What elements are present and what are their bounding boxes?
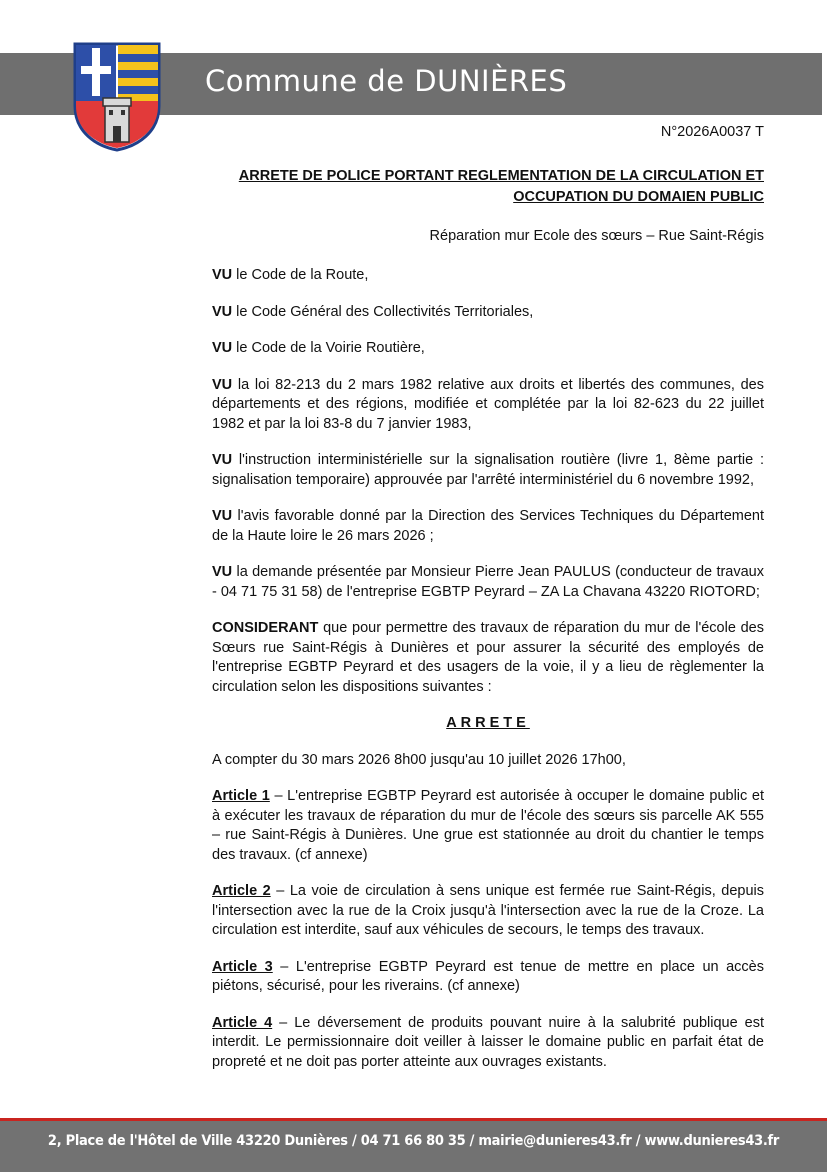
consideration-7: VU la demande présentée par Monsieur Pierre Jean PAULUS (conducteur de travaux - 04 71 75 31 58) de l'entreprise EGBTP Peyrard – ZA La Chavana 43220 RIOTORD; <box>212 564 764 600</box>
document-body <box>212 266 764 1089</box>
article-3: Article 3 – L'entreprise EGBTP Peyrard est tenue de mettre en place un accès piétons, sécurisé, pour les riverains. (cf annexe) <box>212 958 764 994</box>
consideration-5: VU l'instruction interministérielle sur la signalisation routière (livre 1, 8ème partie : signalisation temporaire) approuvée par l'arrêté interministériel du 6 novembre 1992, <box>212 452 764 488</box>
document-title-line1: ARRETE DE POLICE PORTANT REGLEMENTATION DE LA CIRCULATION ET <box>238 168 764 184</box>
considerant: CONSIDERANT que pour permettre des travaux de réparation du mur de l'école des Sœurs rue Saint-Régis à Dunières et pour assurer la sécurité des employés de l'entreprise EGBTP Peyrard et des usagers de la voie, il y a lieu de règlementer la circulation selon les dispositions suivantes : <box>212 620 764 695</box>
consideration-6: VU l'avis favorable donné par la Direction des Services Techniques du Département de la Haute loire le 26 mars 2026 ; <box>212 508 764 544</box>
consideration-4: VU la loi 82-213 du 2 mars 1982 relative aux droits et libertés des communes, des départements et des régions, modifiée et complétée par la loi 82-623 du 22 juillet 1982 et par la loi 83-8 du 7 janvier 1983, <box>212 376 764 432</box>
coat-of-arms-icon <box>72 40 162 152</box>
footer-contact: 2, Place de l'Hôtel de Ville 43220 Dunières / 04 71 66 80 35 / mairie@dunieres43.fr / www.dunieres43.fr <box>47 1133 780 1149</box>
page-title: Commune de DUNIÈRES <box>205 64 568 98</box>
consideration-1: VU le Code de la Route, <box>212 267 369 283</box>
article-2: Article 2 – La voie de circulation à sens unique est fermée rue Saint-Régis, depuis l'intersection avec la rue de la Croix jusqu'à l'intersection avec la rue de la Croze. La circulation est interdite, sauf aux véhicules de secours, le temps des travaux. <box>212 883 764 938</box>
arrete-heading: ARRETE <box>446 715 530 731</box>
article-1: Article 1 – L'entreprise EGBTP Peyrard est autorisée à occuper le domaine public et à exécuter les travaux de réparation du mur de l'école des sœurs sis parcelle AK 555 – rue Saint-Régis à Dunières. Une grue est stationnée au droit du chantier le temps des travaux. (cf annexe) <box>212 788 764 863</box>
consideration-3: VU le Code de la Voirie Routière, <box>212 340 425 356</box>
document-title <box>204 166 764 208</box>
document-title-line2: OCCUPATION DU DOMAIEN PUBLIC <box>513 189 764 205</box>
consideration-2: VU le Code Général des Collectivités Territoriales, <box>212 303 534 320</box>
decree-subject: Réparation mur Ecole des sœurs – Rue Saint-Régis <box>429 228 764 244</box>
period-statement: A compter du 30 mars 2026 8h00 jusqu'au 10 juillet 2026 17h00, <box>212 751 626 768</box>
decree-number: N°2026A0037 T <box>660 124 764 140</box>
article-4: Article 4 – Le déversement de produits pouvant nuire à la salubrité publique est interdit. Le permissionnaire doit veiller à laisser le domaine public en parfait état de propreté et ne doit pas porter atteinte aux ouvrages existants. <box>212 1014 764 1070</box>
